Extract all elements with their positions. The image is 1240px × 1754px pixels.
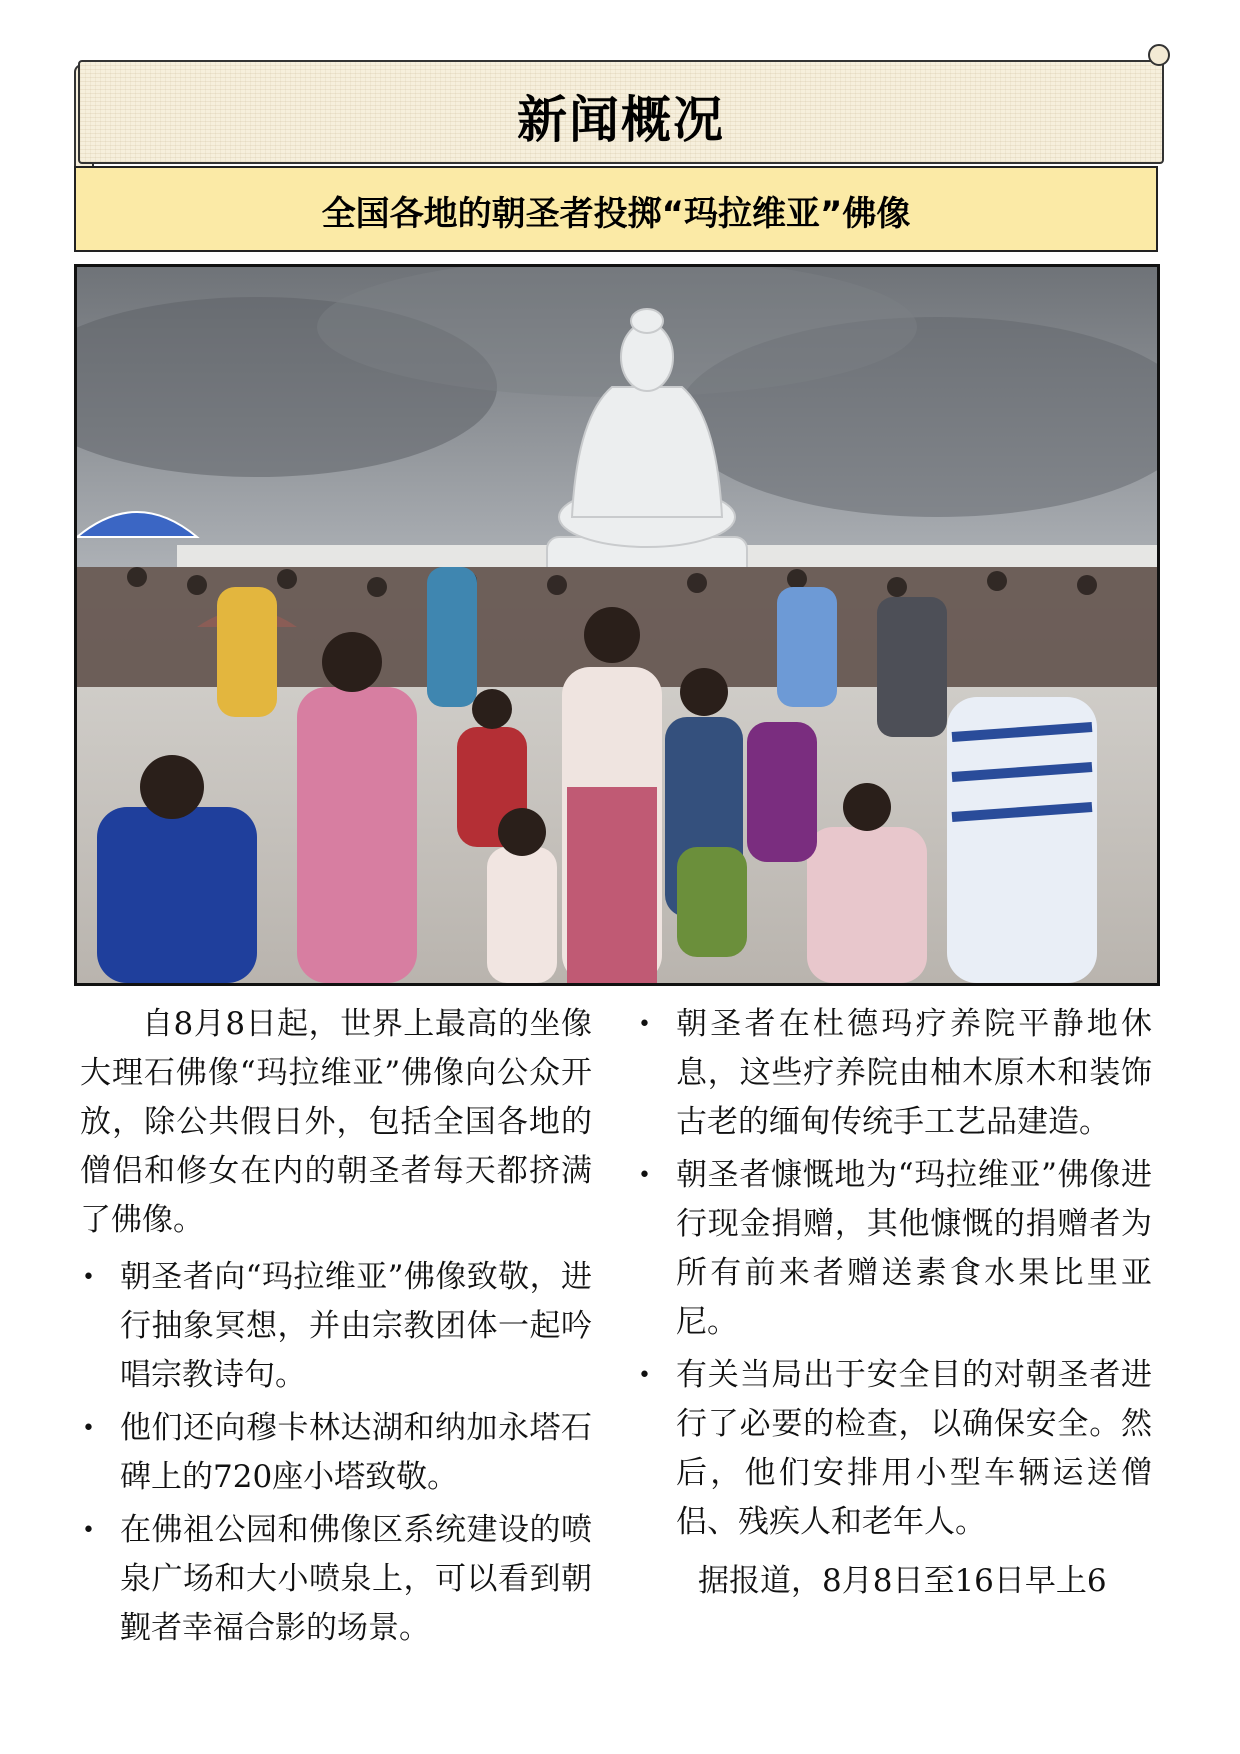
news-photo (74, 264, 1160, 986)
article-right-column (636, 1000, 1152, 1606)
list-item (636, 1000, 1152, 1147)
photo-buddha-statue-crowd-icon (77, 267, 1157, 983)
right-bullet-list (636, 1000, 1152, 1547)
left-bullet-list (80, 1253, 592, 1653)
closing-paragraph: 据报道，8月8日至16日早上6 (698, 1563, 1107, 1599)
list-item-text: 他们还向穆卡林达湖和纳加永塔石碑上的720座小塔致敬。 (120, 1410, 592, 1495)
list-item-text: 朝圣者向“玛拉维亚”佛像致敬，进行抽象冥想，并由宗教团体一起吟唱宗教诗句。 (120, 1259, 592, 1393)
intro-paragraph: 自8月8日起，世界上最高的坐像大理石佛像“玛拉维亚”佛像向公众开放，除公共假日外，包括全国各地的僧侣和修女在内的朝圣者每天都挤满了佛像。 (80, 1006, 592, 1238)
bullet-icon: • (638, 1012, 651, 1037)
list-item (636, 1351, 1152, 1547)
list-item-text: 朝圣者在杜德玛疗养院平静地休息，这些疗养院由柚木原木和装饰古老的缅甸传统手工艺品建造。 (676, 1006, 1152, 1140)
list-item-text: 在佛祖公园和佛像区系统建设的喷泉广场和大小喷泉上，可以看到朝觐者幸福合影的场景。 (120, 1512, 592, 1646)
headline: 全国各地的朝圣者投掷“玛拉维亚”佛像 (321, 194, 911, 234)
list-item (80, 1404, 592, 1502)
bullet-icon: • (638, 1363, 651, 1388)
bullet-icon: • (82, 1518, 95, 1543)
bullet-icon: • (82, 1265, 95, 1290)
bullet-icon: • (638, 1163, 651, 1188)
list-item-text: 有关当局出于安全目的对朝圣者进行了必要的检查，以确保安全。然后，他们安排用小型车辆运送僧侣、残疾人和老年人。 (676, 1357, 1152, 1540)
title-banner (78, 60, 1164, 164)
bullet-icon: • (82, 1416, 95, 1441)
headline-bar (74, 166, 1158, 252)
list-item-text: 朝圣者慷慨地为“玛拉维亚”佛像进行现金捐赠，其他慷慨的捐赠者为所有前来者赠送素食水果比里亚尼。 (676, 1157, 1152, 1340)
scroll-curl-right (1148, 44, 1170, 66)
list-item (80, 1506, 592, 1653)
list-item (80, 1253, 592, 1400)
list-item (636, 1151, 1152, 1347)
banner-title: 新闻概况 (517, 91, 725, 149)
article-left-column (80, 1000, 592, 1657)
